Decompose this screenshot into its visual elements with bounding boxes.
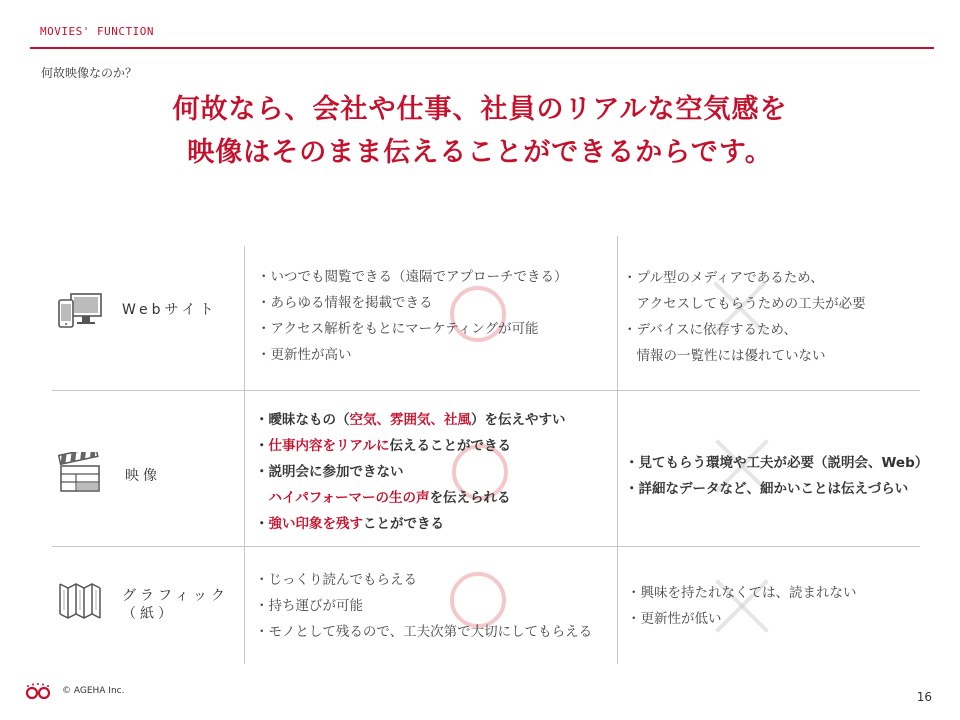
folded-paper-icon <box>57 580 103 624</box>
clapperboard-icon <box>58 452 102 498</box>
section-label: MOVIES' FUNCTION <box>40 25 154 38</box>
list-item: 情報の一覧性には優れていない <box>623 348 826 364</box>
list-item: ・プル型のメディアであるため、 <box>623 270 824 286</box>
list-item: ・アクセス解析をもとにマーケティングが可能 <box>257 321 539 337</box>
row-divider <box>52 546 920 547</box>
list-item: ・興味を持たれなくては、読まれない <box>627 585 857 601</box>
cons-cell-web <box>623 265 866 369</box>
list-item: アクセスしてもらうための工夫が必要 <box>623 296 866 312</box>
list-item: ・あらゆる情報を掲載できる <box>257 295 433 311</box>
list-item: ・更新性が高い <box>257 347 352 363</box>
pros-cell-video <box>255 407 566 537</box>
column-divider <box>244 246 245 664</box>
list-item: ・曖昧なもの（空気、雰囲気、社風）を伝えやすい <box>255 412 566 428</box>
list-item: ・説明会に参加できない <box>255 464 404 480</box>
list-item: ・いつでも閲覧できる（遠隔でアプローチできる） <box>257 269 568 285</box>
ageha-logo <box>24 683 52 709</box>
copyright: © AGEHA Inc. <box>62 686 125 696</box>
header-divider <box>30 47 934 49</box>
slide-question: 何故映像なのか？ <box>41 66 138 80</box>
list-item: ・仕事内容をリアルに伝えることができる <box>255 438 511 454</box>
list-item: ・じっくり読んでもらえる <box>255 572 417 588</box>
list-item: ・モノとして残るので、工夫次第で大切にしてもらえる <box>255 624 593 640</box>
headline <box>0 88 960 174</box>
devices-icon <box>57 292 103 334</box>
cons-cell-video <box>625 450 928 502</box>
headline-line-2: 映像はそのまま伝えることができるからです。 <box>187 137 773 168</box>
list-item: ・強い印象を残すことができる <box>255 516 444 532</box>
row-label-video: 映像 <box>125 468 161 484</box>
list-item: ・更新性が低い <box>627 611 722 627</box>
row-label-web: Webサイト <box>122 302 218 318</box>
row-divider <box>52 390 920 391</box>
page-number: 16 <box>916 690 932 704</box>
pros-cell-graphic <box>255 567 592 645</box>
list-item: ・デバイスに依存するため、 <box>623 322 798 338</box>
row-label-graphic: グラフィック （紙） <box>122 588 229 622</box>
cons-cell-graphic <box>627 580 857 632</box>
list-item: ・見てもらう環境や工夫が必要（説明会、Web） <box>625 455 929 471</box>
list-item: ・持ち運びが可能 <box>255 598 363 614</box>
headline-line-1: 何故なら、会社や仕事、社員のリアルな空気感を <box>172 94 788 125</box>
column-divider <box>617 236 618 664</box>
list-item: ・詳細なデータなど、細かいことは伝えづらい <box>625 481 909 497</box>
list-item: ハイパフォーマーの生の声を伝えられる <box>268 490 511 506</box>
pros-cell-web <box>257 264 568 368</box>
